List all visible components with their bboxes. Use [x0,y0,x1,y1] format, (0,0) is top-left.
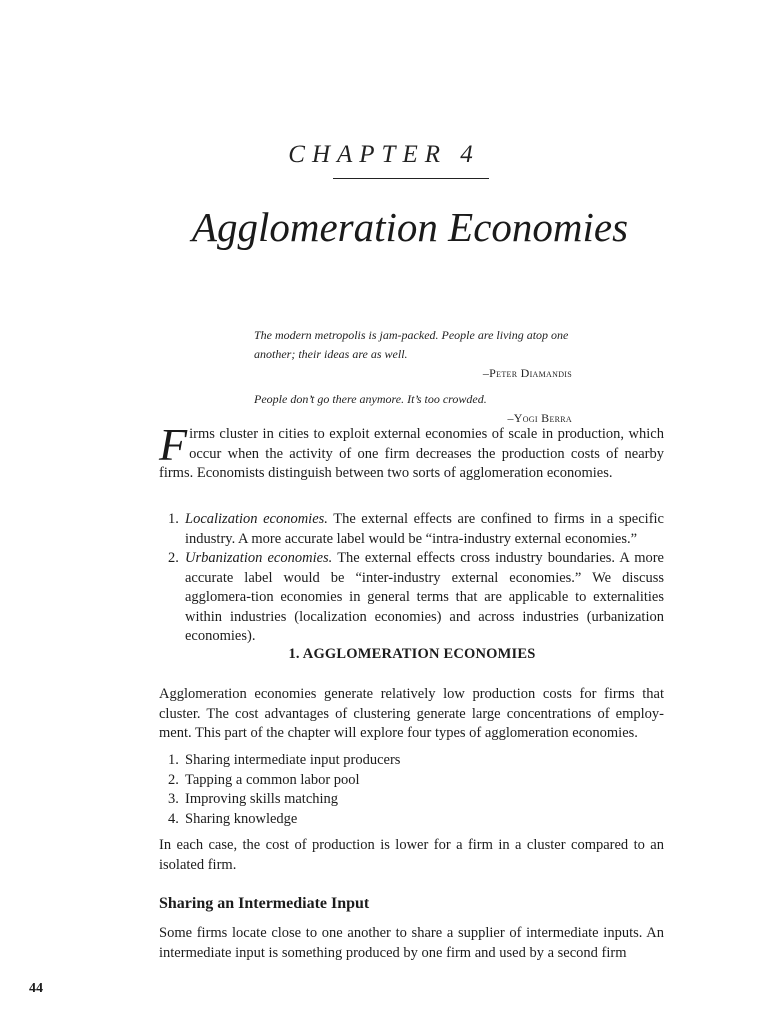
list-text: Sharing intermediate input producers [185,752,401,768]
list-number: 1. [168,511,179,527]
list-item [159,771,664,791]
subsection-paragraph: Some firms locate close to one another to share a supplier of intermediate inputs. An intermediate input is something produced by one firm and used by a second firm [159,925,664,961]
list-item [159,751,664,771]
list-item [159,549,664,647]
subsection-heading: Sharing an Intermediate Input [159,895,370,912]
list-number: 2. [168,550,179,566]
list-item [159,810,664,830]
section-heading: 1. AGGLOMERATION ECONOMIES [288,646,536,662]
chapter-label: CHAPTER 4 [288,141,480,168]
closing-paragraph: In each case, the cost of production is lower for a firm in a cluster compared to an isolated firm. [159,837,664,873]
list-text: Sharing knowledge [185,810,298,827]
intro-text: irms cluster in cities to exploit external economies of scale in production, which occur when the activity of one firm decreases the production costs of nearby firms. Economists distinguish between two sorts of agglomeration economies. [159,426,664,481]
list-item [159,510,664,549]
list-text: The external effects cross industry boundaries. A more accurate label would be “inter-industry external economies.” We discuss agglomera-tion economies in general terms that are applicable to externalities within industries (localization economies) and across industries (urbanization economies). [185,550,664,644]
epigraph-2 [254,390,572,428]
epigraph-1-line-1: The modern metropolis is jam-packed. People are living atop one [254,328,569,342]
chapter-title: Agglomeration Economies [191,204,629,250]
epigraph-2-attribution: –Yogi Berra [507,411,572,425]
epigraph-2-line-1: People don’t go there anymore. It’s too crowded. [254,392,487,406]
epigraph-1-line-2: another; their ideas are as well. [254,347,408,361]
list-item [159,790,664,810]
list-number: 4. [168,810,179,827]
list-number: 2. [168,771,179,788]
page-number: 44 [29,981,43,996]
epigraph-1-attribution: –Peter Diamandis [482,366,572,380]
list-number: 1. [168,752,179,768]
drop-cap: F [159,419,188,470]
agglomeration-types-list [159,510,664,647]
chapter-divider [333,178,489,179]
list-number: 3. [168,791,179,807]
intro-paragraph [159,419,664,484]
list-text: Tapping a common labor pool [185,771,360,788]
list-term: Localization economies. [185,511,328,527]
list-term: Urbanization economies. [185,550,333,566]
four-types-list [159,751,664,829]
epigraph-1 [254,326,572,383]
section-paragraph: Agglomeration economies generate relatively low production costs for firms that cluster. The cost advantages of clustering generate large concentrations of employ-ment. This part of the chapter will explore four types of agglomeration economies. [159,686,664,741]
list-text: The external effects are confined to firms in a specific industry. A more accurate label would be “intra-industry external economies.” [185,511,664,547]
list-text: Improving skills matching [185,791,339,807]
